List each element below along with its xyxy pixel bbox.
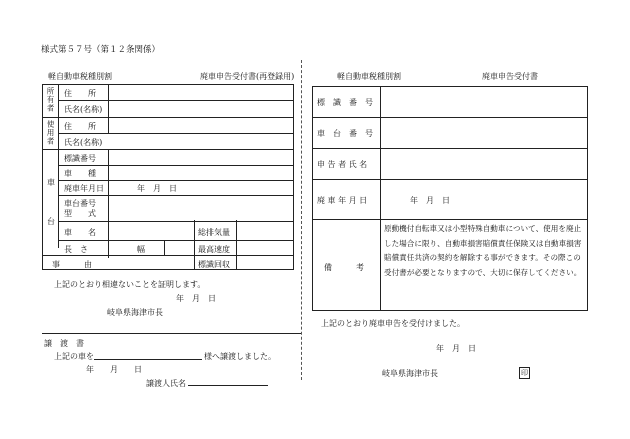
transfer-text-after: 様へ譲渡しました。 — [204, 352, 276, 361]
receipt-date: 年 月 日 — [436, 344, 476, 353]
user-group-label: 使用者 — [46, 120, 55, 146]
user-address-label: 住 所 — [64, 122, 96, 131]
right-chassis-number-label: 車 台 番 号 — [317, 129, 373, 138]
right-plate-number-label: 標 識 番 号 — [317, 98, 373, 107]
receipt-text: 上記のとおり廃車申告を受付けました。 — [321, 319, 465, 328]
user-name-label: 氏名(名称) — [64, 138, 103, 147]
right-header-subtitle: 廃車申告受付書 — [482, 72, 538, 81]
right-disposal-date-label: 廃 車 年 月 日 — [317, 196, 368, 205]
seal-mark: 印 — [521, 369, 528, 377]
left-header-title: 軽自動車税種別割 — [48, 72, 112, 81]
left-mayor: 岐阜県海津市長 — [107, 308, 163, 317]
right-mayor: 岐阜県海津市長 — [382, 369, 438, 378]
vehicle-type-label: 車 種 — [64, 169, 96, 178]
remarks-text: 原動機付自転車又は小型特殊自動車について、使用を廃止した場合に限り、自動車損害賠償責任保険又は自動車損害賠償責任共済の契約を解除する事ができます。その際この受付書が必要となりますので、大切に保存してください。 — [384, 224, 582, 277]
form-number: 様式第５７号（第１２条関係） — [41, 45, 161, 55]
transferor-label: 譲渡人氏名 — [146, 379, 186, 388]
transfer-title: 譲 渡 書 — [44, 339, 84, 348]
certify-date: 年 月 日 — [176, 294, 216, 303]
plate-return-label: 標識回収 — [198, 260, 230, 269]
owner-group-label: 所有者 — [46, 87, 55, 113]
reason-label: 事 由 — [52, 260, 92, 269]
transfer-text-before: 上記の車を — [54, 352, 94, 361]
chassis-number-label: 車台番号 — [64, 199, 96, 208]
plate-number-label: 標識番号 — [64, 154, 96, 163]
right-header-title: 軽自動車税種別割 — [337, 72, 401, 81]
vehicle-name-label: 車 名 — [64, 228, 96, 237]
transfer-date: 年 月 日 — [86, 365, 142, 374]
fold-line — [301, 60, 302, 380]
owner-address-label: 住 所 — [64, 89, 96, 98]
left-header-subtitle: 廃車申告受付書(再登録用) — [200, 72, 295, 81]
width-label: 幅 — [137, 245, 145, 254]
disposal-date-label: 廃車年月日 — [64, 184, 104, 193]
remarks-label: 備 考 — [324, 263, 364, 272]
displacement-label: 総排気量 — [198, 228, 230, 237]
certify-text: 上記のとおり相違ないことを証明します。 — [54, 280, 206, 289]
max-speed-label: 最高速度 — [198, 245, 230, 254]
model-label: 型 式 — [64, 209, 96, 218]
right-disposal-date-value: 年 月 日 — [410, 196, 450, 205]
vehicle-group-label-top: 車 — [47, 178, 55, 187]
owner-name-label: 氏名(名称) — [64, 105, 103, 114]
vehicle-group-label-bottom: 台 — [47, 217, 55, 226]
applicant-name-label: 申 告 者 氏 名 — [317, 160, 368, 169]
length-label: 長 さ — [64, 245, 88, 254]
disposal-date-value: 年 月 日 — [137, 184, 177, 193]
